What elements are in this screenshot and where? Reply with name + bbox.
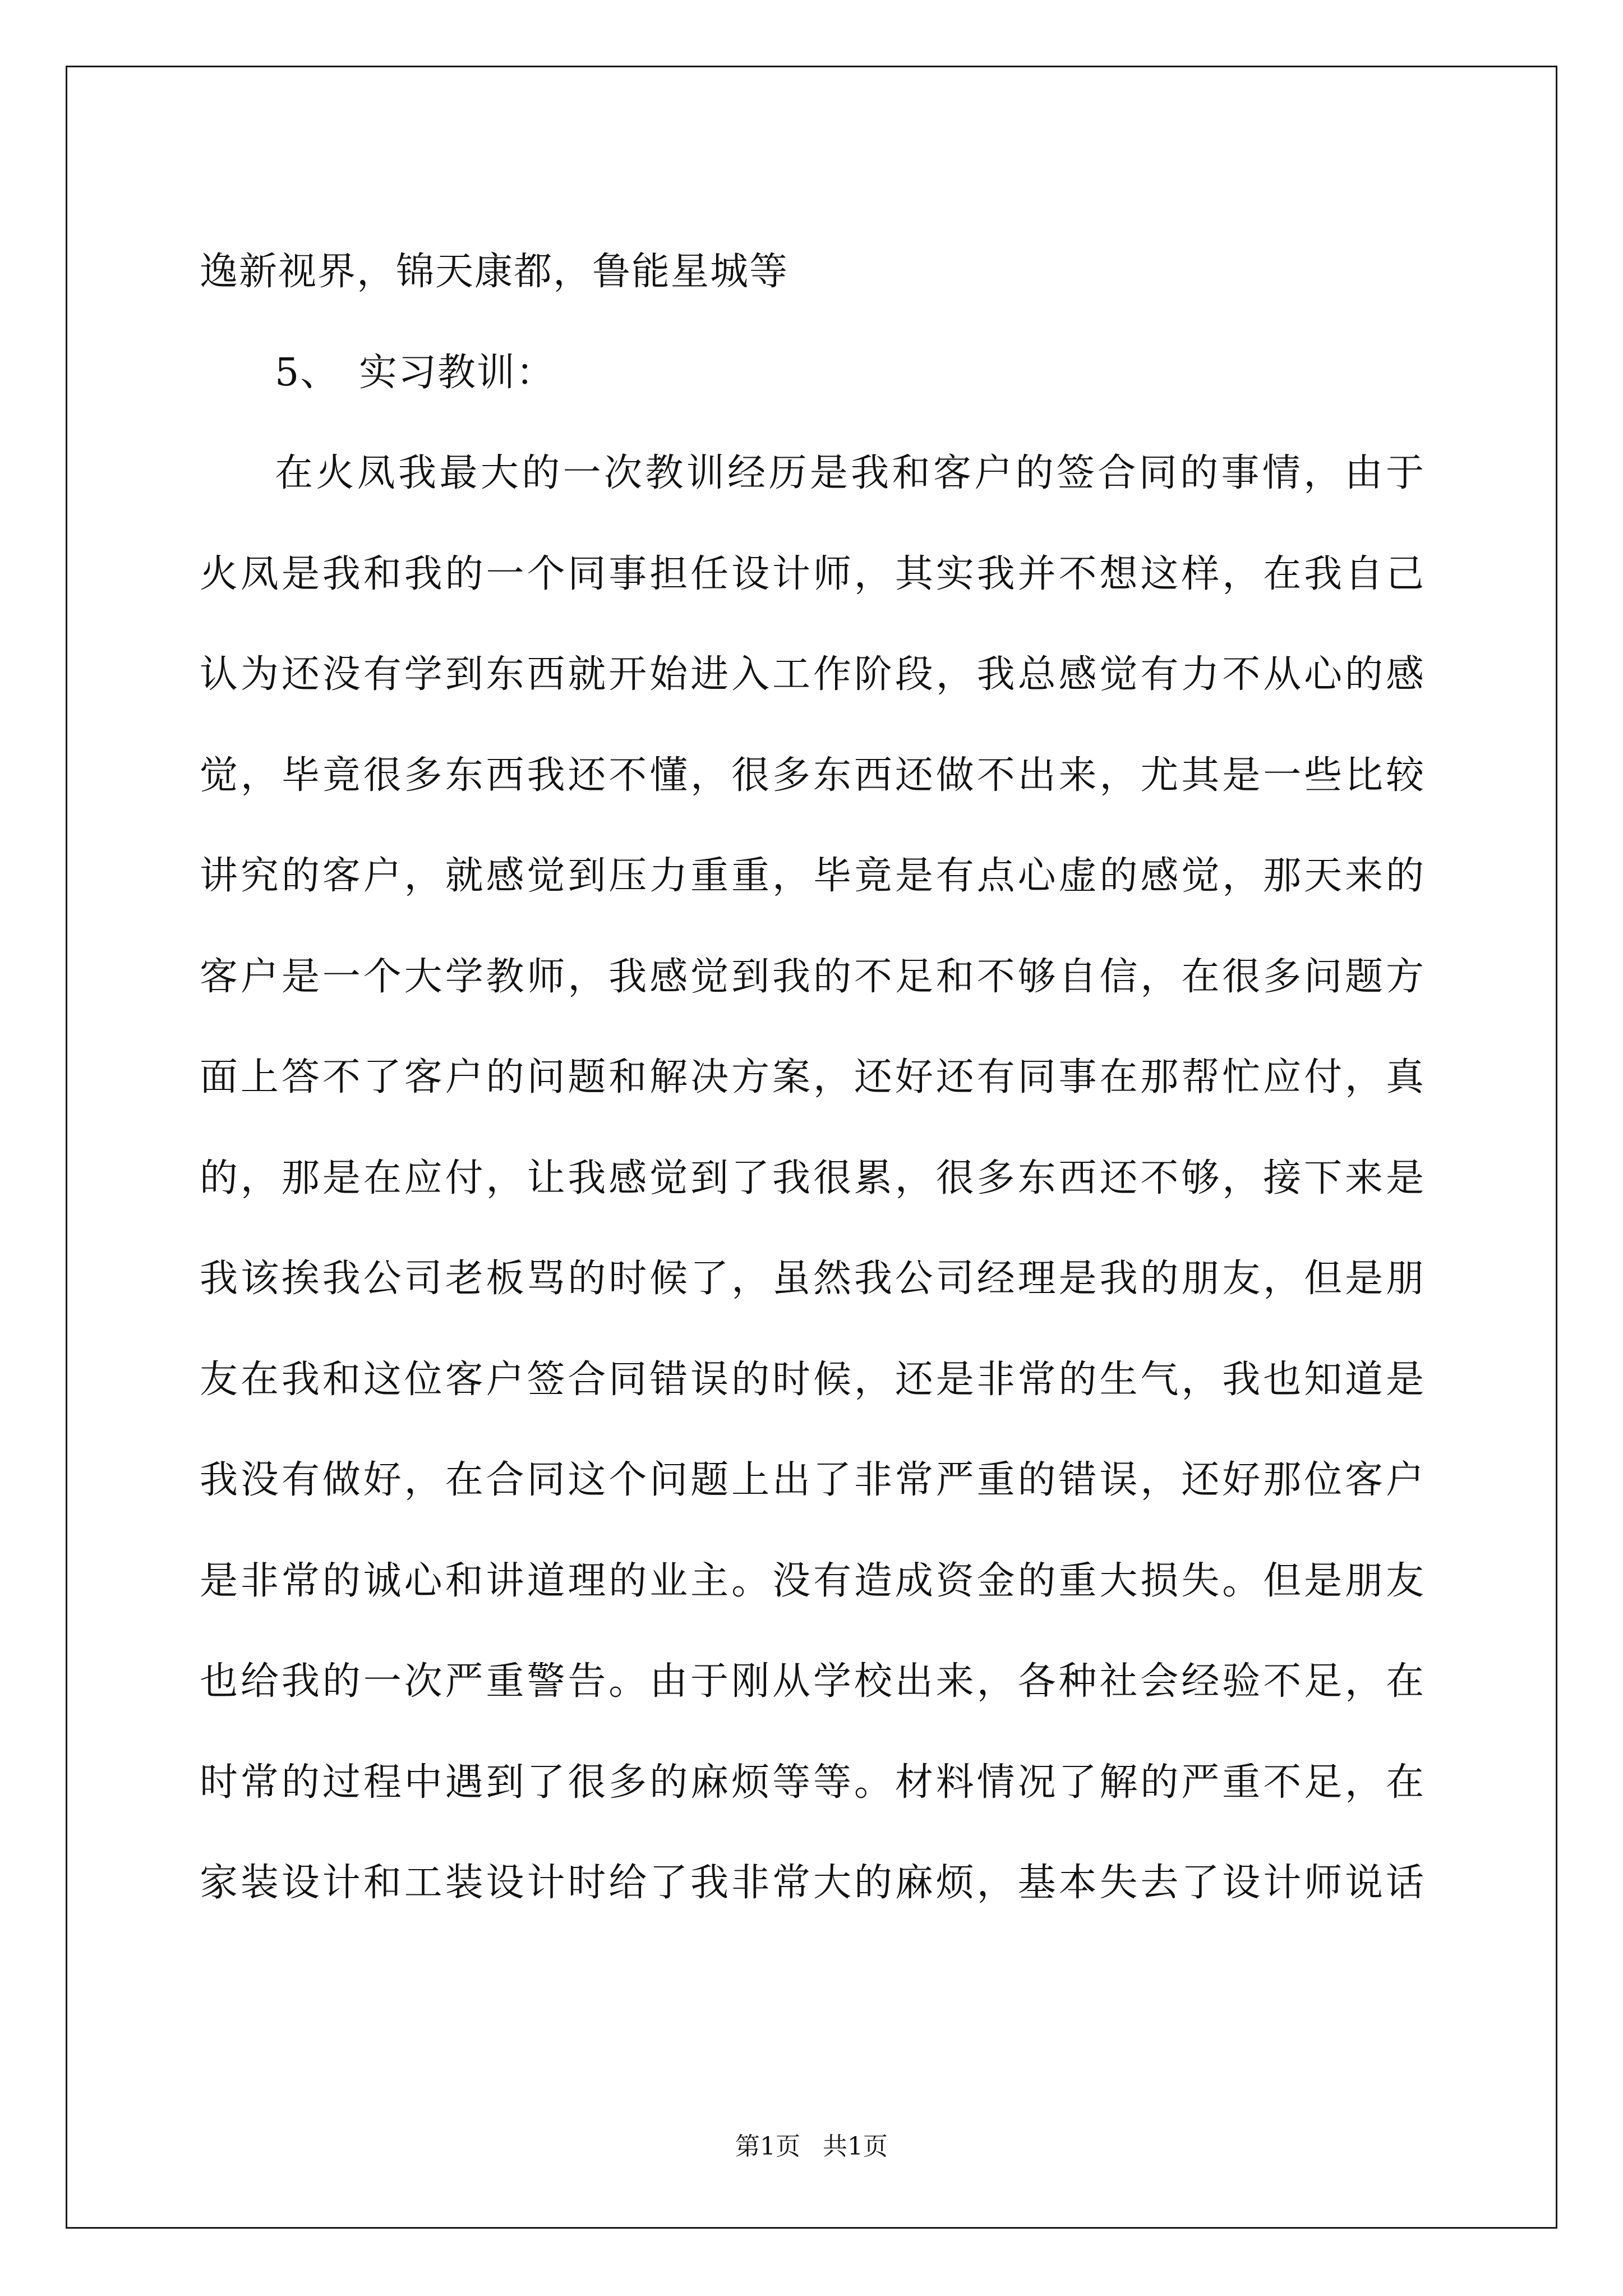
- section-number: 5、: [275, 350, 340, 395]
- text-line: 火凤是我和我的一个同事担任设计师，其实我并不想这样，在我自己: [200, 551, 1425, 596]
- document-body: [200, 222, 1425, 1934]
- text-line: 家装设计和工装设计时给了我非常大的麻烦，基本失去了设计师说话: [200, 1861, 1425, 1905]
- page-number: 第1页: [735, 2132, 800, 2161]
- text-line: 觉，毕竟很多东西我还不懂，很多东西还做不出来，尤其是一些比较: [200, 753, 1425, 798]
- text-line: 的，那是在应付，让我感觉到了我很累，很多东西还不够，接下来是: [200, 1156, 1425, 1200]
- section-title: 实习教训：: [359, 350, 556, 395]
- text-line: 是非常的诚心和讲道理的业主。没有造成资金的重大损失。但是朋友: [200, 1558, 1425, 1603]
- text-line: 在火凤我最大的一次教训经历是我和客户的签合同的事情，由于: [275, 451, 1425, 495]
- text-line: 认为还没有学到东西就开始进入工作阶段，我总感觉有力不从心的感: [200, 652, 1425, 697]
- text-line: 面上答不了客户的问题和解决方案，还好还有同事在那帮忙应付，真: [200, 1055, 1425, 1099]
- text-line: 客户是一个大学教师，我感觉到我的不足和不够自信，在很多问题方: [200, 954, 1425, 999]
- text-line: 我没有做好，在合同这个问题上出了非常严重的错误，还好那位客户: [200, 1458, 1425, 1502]
- page-footer: [0, 2126, 1623, 2162]
- text-line: 我该挨我公司老板骂的时候了，虽然我公司经理是我的朋友，但是朋: [200, 1257, 1425, 1301]
- text-line: 时常的过程中遇到了很多的麻烦等等。材料情况了解的严重不足，在: [200, 1760, 1425, 1805]
- text-line: 也给我的一次严重警告。由于刚从学校出来，各种社会经验不足，在: [200, 1659, 1425, 1704]
- section-heading: [200, 323, 1425, 424]
- page-total: 共1页: [823, 2132, 888, 2161]
- text-line: 逸新视界，锦天康都，鲁能星城等: [200, 250, 789, 294]
- text-line: 讲究的客户，就感觉到压力重重，毕竟是有点心虚的感觉，那天来的: [200, 854, 1425, 898]
- text-line: 友在我和这位客户签合同错误的时候，还是非常的生气，我也知道是: [200, 1357, 1425, 1402]
